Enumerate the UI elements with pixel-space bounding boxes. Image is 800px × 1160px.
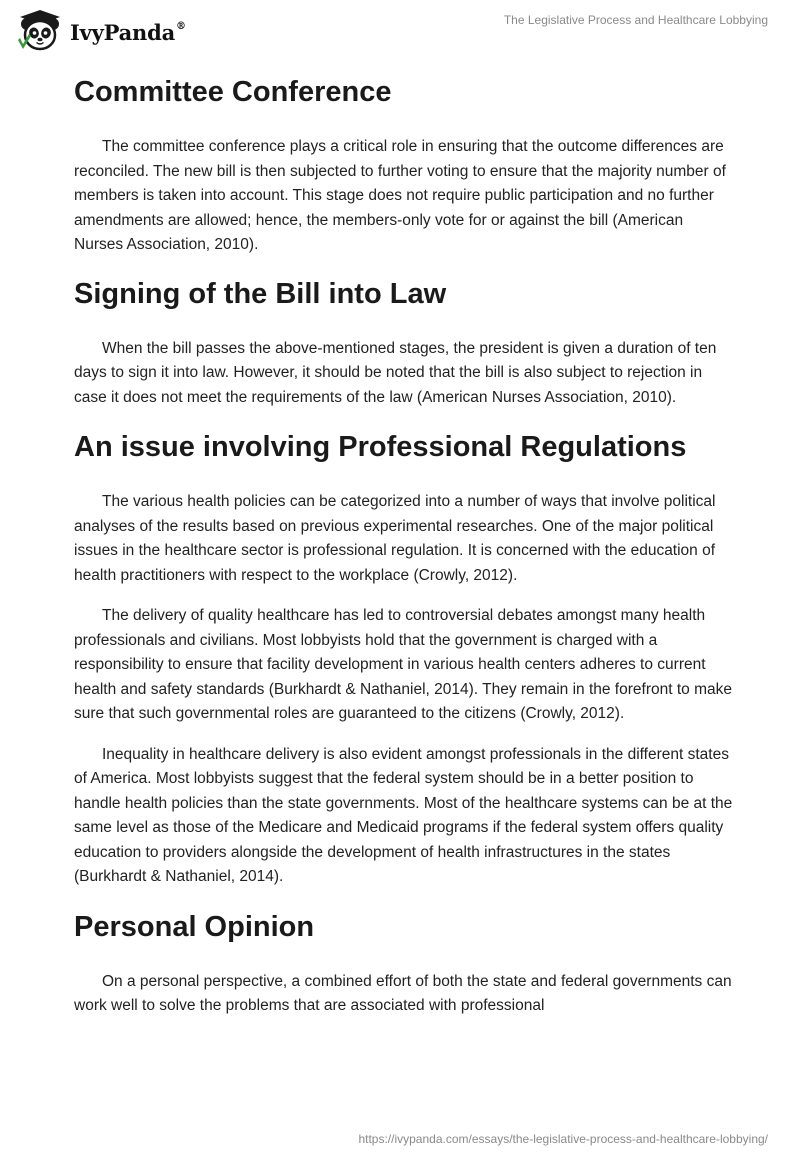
section-heading-personal-opinion: Personal Opinion <box>74 910 315 943</box>
paragraph: The various health policies can be categorized into a number of ways that involve political analyses of the results based on previous experimental researches. One of the major political issues in the healthcare sector is professional regulation. It is concerned with the education of health practitioners with respect to the workplace (Crowly, 2012). <box>74 493 716 584</box>
brand-logo[interactable] <box>16 8 186 54</box>
source-url-link[interactable]: https://ivypanda.com/essays/the-legislative-process-and-healthcare-lobbying/ <box>358 1132 768 1146</box>
section-heading-signing-of-bill: Signing of the Bill into Law <box>74 277 447 310</box>
document-title: The Legislative Process and Healthcare Lobbying <box>503 13 768 27</box>
paragraph: Inequality in healthcare delivery is also evident amongst professionals in the different states of America. Most lobbyists suggest that the federal system should be in a better position to handle health policies than the state governments. Most of the healthcare systems can be at the same level as those of the Medicare and Medicaid programs if the federal system offers quality education to providers alongside the development of health infrastructures in the states (Burkhardt & Nathaniel, 2014). <box>74 745 733 885</box>
section-heading-committee-conference: Committee Conference <box>74 76 392 108</box>
paragraph: The delivery of quality healthcare has led to controversial debates amongst many health professionals and civilians. Most lobbyists hold that the government is charged with a responsibility to ensure that facility development in various health centers adheres to current health and safety standards (Burkhardt & Nathaniel, 2014). They remain in the forefront to make sure that such governmental roles are guaranteed to the citizens (Crowly, 2012). <box>74 607 732 722</box>
paragraph: The committee conference plays a critical role in ensuring that the outcome differences are reconciled. The new bill is then subjected to further voting to ensure that the majority number of members is taken into account. This stage does not require public participation and no further amendments are allowed; hence, the members-only vote for or against the bill (American Nurses Association, 2010). <box>74 138 726 253</box>
brand-name: IvyPanda® <box>70 19 186 45</box>
panda-mascot-icon <box>16 8 64 54</box>
registered-mark: ® <box>176 20 186 32</box>
page-header <box>0 0 800 60</box>
paragraph: When the bill passes the above-mentioned stages, the president is given a duration of ten days to sign it into law. However, it should be noted that the bill is also subject to rejection in case it does not meet the requirements of the law (American Nurses Association, 2010). <box>74 339 717 406</box>
section-heading-professional-regulations: An issue involving Professional Regulations <box>74 431 687 463</box>
paragraph: On a personal perspective, a combined effort of both the state and federal governments can work well to solve the problems that are associated with professional <box>74 972 732 1014</box>
essay-body <box>74 70 734 1019</box>
